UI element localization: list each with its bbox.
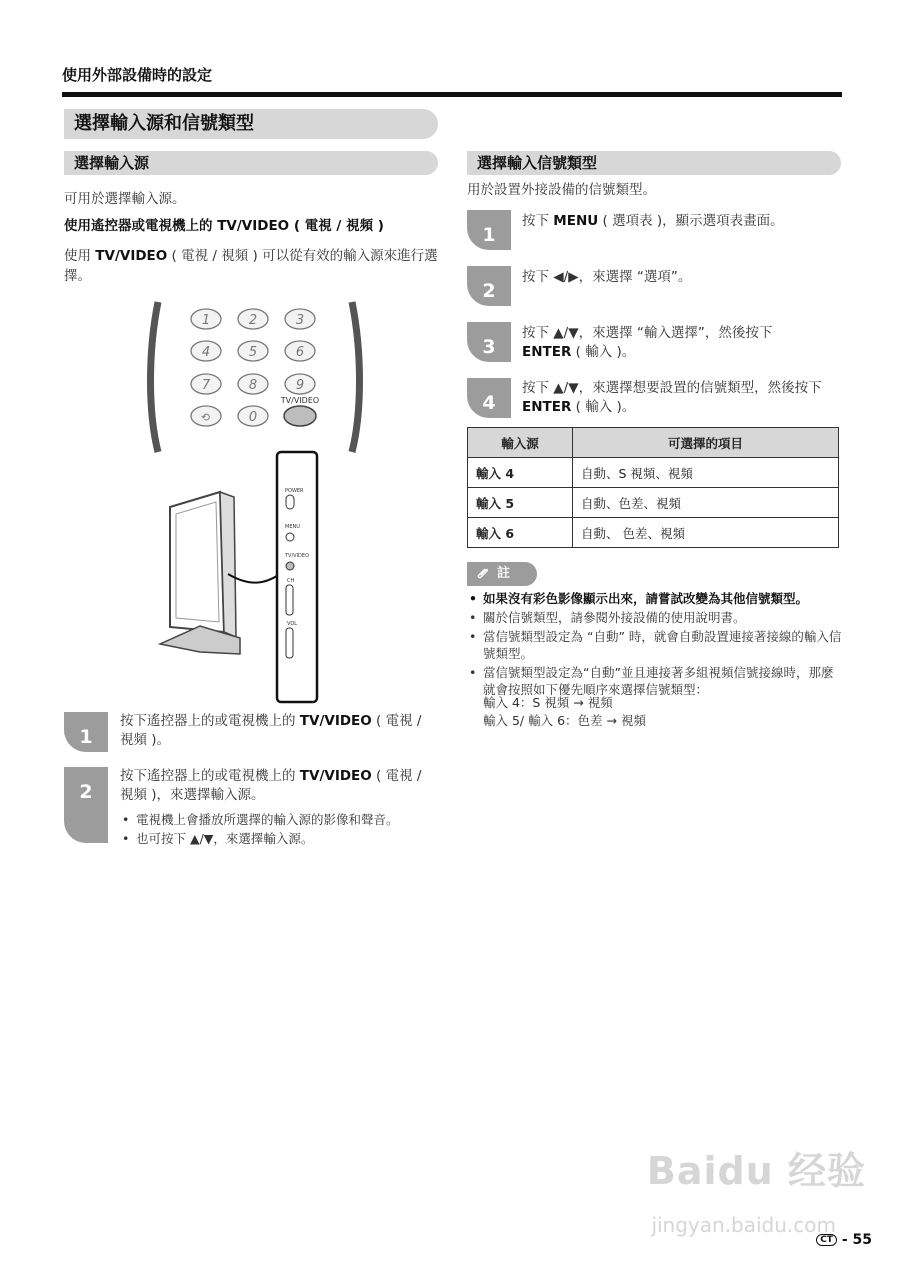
- panel-label-tvvideo: TV/VIDEO: [285, 553, 309, 559]
- key-label-2: 2: [248, 313, 258, 328]
- left-step-1-text: 按下遙控器上的或電視機上的 TV/VIDEO ( 電視 / 視頻 )。: [120, 713, 422, 748]
- key-label-6: 6: [295, 345, 305, 360]
- key-label-4: 4: [201, 345, 211, 360]
- page-number: CT - 55: [816, 1232, 872, 1248]
- key-label-8: 8: [248, 378, 258, 393]
- key-label-7: 7: [201, 378, 211, 393]
- right-step-4-text: 按下 ▲/▼，來選擇想要設置的信號類型，然後按下 ENTER ( 輸入 )。: [522, 380, 822, 415]
- list-item: • 電視機上會播放所選擇的輸入源的影像和聲音。: [120, 811, 438, 828]
- right-step-3-text: 按下 ▲/▼，來選擇 “輸入選擇”，然後按下 ENTER ( 輸入 )。: [522, 325, 773, 360]
- table-row: [468, 518, 839, 548]
- right-intro: 用於設置外接設備的信號類型。: [467, 182, 656, 198]
- header-rule: [62, 92, 842, 97]
- panel-label-vol: VOL: [287, 621, 298, 627]
- table-header-row: [468, 428, 839, 458]
- right-step-4-tab: 4: [467, 378, 511, 418]
- right-step-1-text: 按下 MENU ( 選項表 )，顯示選項表畫面。: [522, 213, 784, 229]
- key-label-5: 5: [248, 345, 258, 360]
- left-step-2-bullets: [120, 811, 438, 849]
- list-item: • 關於信號類型，請參閱外接設備的使用說明書。: [467, 609, 845, 626]
- main-title: 選擇輸入源和信號類型: [64, 109, 438, 139]
- tv-screen: [176, 502, 219, 622]
- panel-label-power: POWER: [285, 488, 304, 494]
- watermark-url: jingyan.baidu.com: [651, 1213, 836, 1237]
- right-subtitle: 選擇輸入信號類型: [467, 151, 841, 175]
- table-header: 可選擇的項目: [573, 428, 839, 458]
- signal-options-table: [467, 427, 839, 548]
- left-heading: 使用遙控器或電視機上的 TV/VIDEO ( 電視 / 視頻 ): [64, 218, 384, 234]
- list-item: • 也可按下 ▲/▼，來選擇輸入源。: [120, 830, 438, 847]
- right-step-1-tab: 1: [467, 210, 511, 250]
- panel-ch-button: [286, 585, 293, 615]
- remote-left-edge: [151, 302, 159, 452]
- right-step-2-tab: 2: [467, 266, 511, 306]
- left-desc-bold: TV/VIDEO: [95, 248, 168, 264]
- tvvideo-key-label: TV/VIDEO: [280, 396, 320, 405]
- note-label: 註: [467, 562, 537, 586]
- watermark: Baidu 经验: [646, 1149, 866, 1193]
- left-intro: 可用於選擇輸入源。: [64, 191, 186, 207]
- panel-label-ch: CH: [287, 578, 295, 584]
- section-label: 使用外部設備時的設定: [62, 66, 213, 84]
- table-cell: 輸入 6: [468, 518, 573, 548]
- left-step-2-text: 按下遙控器上的或電視機上的 TV/VIDEO ( 電視 / 視頻 )，來選擇輸入源。: [120, 768, 422, 803]
- table-cell: 輸入 5: [468, 488, 573, 518]
- table-header: 輸入源: [468, 428, 573, 458]
- key-label-0: 0: [248, 410, 258, 425]
- left-desc-pre: 使用: [64, 248, 96, 264]
- table-row: [468, 458, 839, 488]
- paperclip-icon: [475, 566, 491, 582]
- remote-tv-illustration: [140, 292, 370, 712]
- table-cell: 輸入 4: [468, 458, 573, 488]
- left-description: [64, 246, 438, 286]
- priority-line-2: 輸入 5/ 輸入 6：色差 → 視頻: [483, 713, 646, 728]
- right-step-3-tab: 3: [467, 322, 511, 362]
- list-item: • 當信號類型設定為“自動”並且連接著多組視頻信號接線時，那麼就會按照如下優先順序來選擇信號類型：: [467, 664, 845, 698]
- priority-line-1: 輸入 4：S 視頻 → 視頻: [483, 695, 613, 710]
- panel-label-menu: MENU: [285, 524, 300, 530]
- list-item: • 當信號類型設定為 “自動” 時，就會自動設置連接著接線的輸入信號類型。: [467, 628, 845, 662]
- note-list: [467, 590, 845, 700]
- key-label-return: ⟲: [201, 411, 211, 424]
- left-subtitle: 選擇輸入源: [64, 151, 438, 175]
- panel-power-button: [286, 495, 294, 509]
- remote-right-edge: [352, 302, 360, 452]
- key-tvvideo: [284, 406, 316, 426]
- table-row: [468, 488, 839, 518]
- table-cell: 自動、色差、視頻: [573, 488, 839, 518]
- right-step-2-text: 按下 ◀/▶，來選擇 “選項”。: [522, 269, 692, 285]
- key-label-3: 3: [295, 313, 305, 328]
- left-step-2-tab: 2: [64, 767, 108, 843]
- panel-vol-button: [286, 628, 293, 658]
- table-cell: 自動、S 視頻、視頻: [573, 458, 839, 488]
- panel-tvvideo-button: [286, 562, 294, 570]
- left-step-1-tab: 1: [64, 712, 108, 752]
- page-badge: CT: [816, 1234, 837, 1246]
- left-desc-post: ( 電視 / 視頻 ) 可以從有效的輸入源來進行選擇。: [64, 248, 438, 284]
- key-label-9: 9: [295, 378, 305, 393]
- key-label-1: 1: [201, 313, 211, 328]
- panel-menu-button: [286, 533, 294, 541]
- list-item: • 如果沒有彩色影像顯示出來，請嘗試改變為其他信號類型。: [467, 590, 845, 607]
- table-cell: 自動、 色差、視頻: [573, 518, 839, 548]
